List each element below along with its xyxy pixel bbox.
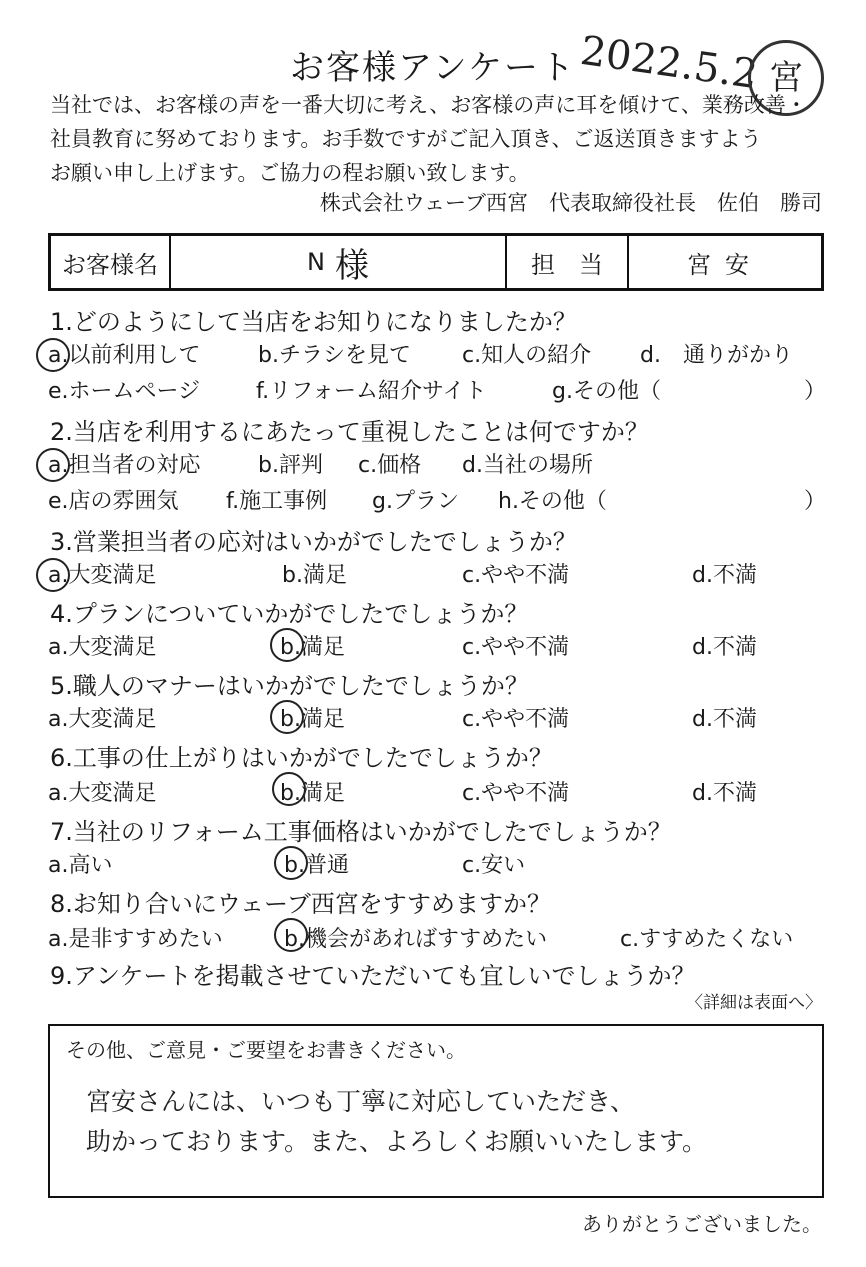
q1-option-a[interactable]: a.以前利用して	[48, 343, 201, 368]
selected-circle-mark	[36, 558, 70, 592]
customer-initial: N	[307, 248, 325, 276]
q3-option-b[interactable]: b.満足	[282, 563, 347, 588]
q3-option-a[interactable]: a.大変満足	[48, 563, 157, 588]
question-7: 7.当社のリフォーム工事価格はいかがでしたでしょうか？	[50, 818, 672, 846]
q1-option-d[interactable]: d. 通りがかり	[640, 343, 793, 368]
q2-option-b[interactable]: b.評判	[258, 453, 323, 478]
q7-option-b[interactable]: b.普通	[284, 853, 349, 878]
q1-option-g[interactable]: g.その他（	[552, 379, 661, 404]
selected-circle-mark	[274, 846, 308, 880]
selected-circle-mark	[272, 772, 306, 806]
question-9: 9.アンケートを掲載させていただいても宜しいでしょうか？	[50, 962, 696, 990]
comment-title: その他、ご意見・ご要望をお書きください。	[66, 1038, 466, 1062]
intro-line-2: 社員教育に努めております。お手数ですがご記入頂き、ご返送頂きますよう	[50, 127, 762, 151]
customer-honorific: 様	[334, 245, 369, 286]
q2-option-f[interactable]: f.施工事例	[226, 489, 328, 514]
q1-option-f[interactable]: f.リフォーム紹介サイト	[256, 379, 487, 404]
thanks-message: ありがとうございました。	[582, 1212, 822, 1236]
selected-circle-mark	[270, 628, 304, 662]
q1-option-e[interactable]: e.ホームページ	[48, 379, 201, 404]
question-3: 3.営業担当者の応対はいかがでしたでしょうか？	[50, 528, 577, 556]
intro-line-1: 当社では、お客様の声を一番大切に考え、お客様の声に耳を傾けて、業務改善・	[50, 93, 807, 117]
q2-option-a[interactable]: a.担当者の対応	[48, 453, 201, 478]
question-6: 6.工事の仕上がりはいかがでしたでしょうか？	[50, 744, 553, 772]
selected-circle-mark	[36, 338, 70, 372]
q5-option-b[interactable]: b.満足	[280, 707, 345, 732]
seal-stamp: 宮	[748, 40, 824, 116]
q2-option-d[interactable]: d.当社の場所	[462, 453, 593, 478]
q8-option-a[interactable]: a.是非すすめたい	[48, 927, 223, 952]
q4-option-b[interactable]: b.満足	[280, 635, 345, 660]
question-8: 8.お知り合いにウェーブ西宮をすすめますか？	[50, 890, 551, 918]
q2-option-g[interactable]: g.プラン	[372, 489, 459, 514]
q2-option-h[interactable]: h.その他（	[498, 489, 607, 514]
q1-option-c[interactable]: c.知人の紹介	[462, 343, 592, 368]
question-4: 4.プランについていかがでしたでしょうか？	[50, 600, 529, 628]
selected-circle-mark	[274, 918, 308, 952]
customer-name-field[interactable]	[171, 236, 507, 288]
survey-title: お客様アンケート	[290, 48, 576, 88]
q5-option-a[interactable]: a.大変満足	[48, 707, 157, 732]
q8-option-c[interactable]: c.すすめたくない	[620, 927, 794, 952]
selected-circle-mark	[270, 700, 304, 734]
selected-circle-mark	[36, 448, 70, 482]
q6-option-d[interactable]: d.不満	[692, 781, 757, 806]
comment-line-1: 宮安さんには、いつも丁寧に対応していただき、	[86, 1087, 636, 1116]
question-1: 1.どのようにして当店をお知りになりましたか？	[50, 308, 577, 336]
q5-option-d[interactable]: d.不満	[692, 707, 757, 732]
q7-option-a[interactable]: a.高い	[48, 853, 113, 878]
q5-option-c[interactable]: c.やや不満	[462, 707, 570, 732]
q3-option-d[interactable]: d.不満	[692, 563, 757, 588]
q1-paren-close: ）	[804, 379, 827, 404]
question-2: 2.当店を利用するにあたって重視したことは何ですか？	[50, 418, 649, 446]
q6-option-a[interactable]: a.大変満足	[48, 781, 157, 806]
q2-paren-close: ）	[804, 489, 827, 514]
comment-line-2: 助かっております。また、よろしくお願いいたします。	[86, 1127, 708, 1156]
question-5: 5.職人のマナーはいかがでしたでしょうか？	[50, 672, 529, 700]
q2-option-e[interactable]: e.店の雰囲気	[48, 489, 179, 514]
handwritten-date: 2022.5.2	[577, 27, 761, 99]
detail-note: 〈詳細は表面へ〉	[686, 993, 822, 1013]
customer-staff-table	[48, 233, 824, 291]
q3-option-c[interactable]: c.やや不満	[462, 563, 570, 588]
q1-option-b[interactable]: b.チラシを見て	[258, 343, 411, 368]
q4-option-a[interactable]: a.大変満足	[48, 635, 157, 660]
company-signature: 株式会社ウェーブ西宮 代表取締役社長 佐伯 勝司	[319, 191, 822, 215]
intro-line-3: お願い申し上げます。ご協力の程お願い致します。	[50, 161, 530, 185]
customer-name-label: お客様名	[51, 236, 171, 288]
staff-label: 担 当	[507, 236, 629, 288]
q6-option-b[interactable]: b.満足	[280, 781, 345, 806]
q4-option-c[interactable]: c.やや不満	[462, 635, 570, 660]
q4-option-d[interactable]: d.不満	[692, 635, 757, 660]
staff-name-field[interactable]: 宮安	[687, 250, 763, 279]
q8-option-b[interactable]: b.機会があればすすめたい	[284, 927, 548, 952]
q2-option-c[interactable]: c.価格	[358, 453, 422, 478]
q7-option-c[interactable]: c.安い	[462, 853, 526, 878]
q6-option-c[interactable]: c.やや不満	[462, 781, 570, 806]
